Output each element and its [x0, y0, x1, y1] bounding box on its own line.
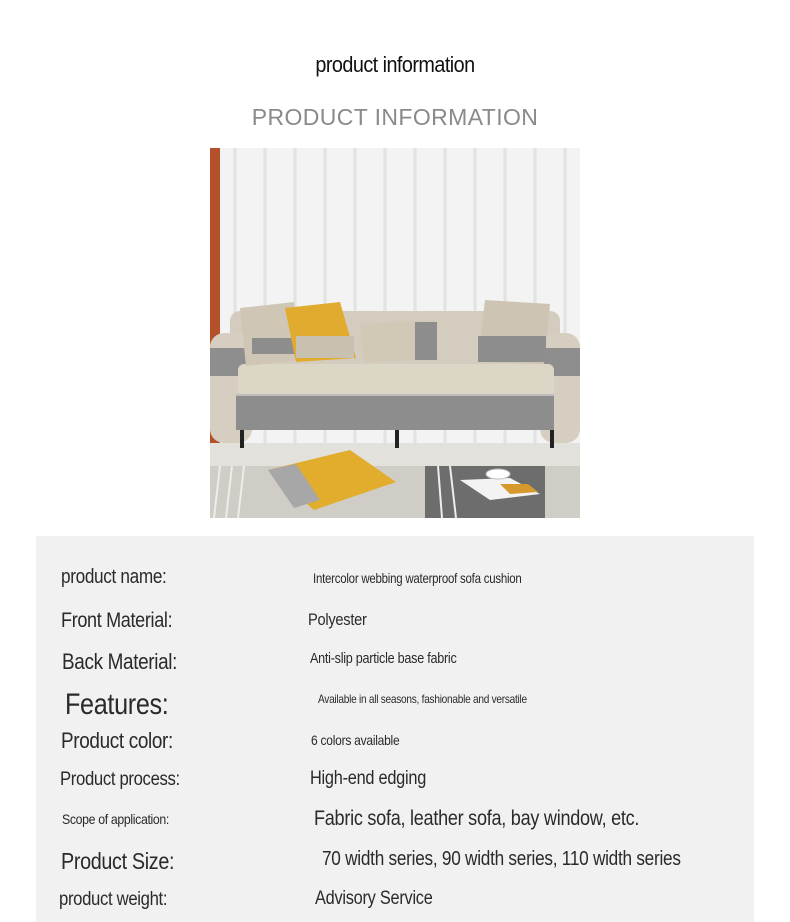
spec-label: Product process: — [60, 769, 180, 790]
spec-value: Polyester — [308, 610, 367, 629]
spec-value: Available in all seasons, fashionable and versatile — [318, 692, 527, 706]
spec-label: product weight: — [59, 889, 168, 910]
spec-value: Advisory Service — [315, 888, 433, 909]
spec-label: Back Material: — [62, 649, 178, 674]
spec-value: Fabric sofa, leather sofa, bay window, etc. — [314, 807, 640, 830]
spec-label: Features: — [65, 688, 169, 721]
spec-label: Product Size: — [61, 848, 175, 874]
spec-value: Anti-slip particle base fabric — [310, 650, 457, 667]
spec-value: 6 colors available — [311, 732, 400, 748]
spec-label: product name: — [61, 566, 167, 588]
spec-value: Intercolor webbing waterproof sofa cushion — [313, 570, 522, 586]
spec-label: Product color: — [61, 728, 173, 753]
spec-label: Front Material: — [61, 609, 173, 632]
section-banner: PRODUCT INFORMATION — [251, 104, 539, 130]
product-photo — [210, 148, 580, 518]
spec-value: High-end edging — [310, 768, 427, 789]
spec-panel — [36, 536, 754, 922]
spec-label: Scope of application: — [62, 811, 170, 827]
sofa-illustration — [210, 148, 580, 518]
spec-value: 70 width series, 90 width series, 110 width series — [322, 848, 681, 870]
page-title: product information — [315, 52, 475, 77]
